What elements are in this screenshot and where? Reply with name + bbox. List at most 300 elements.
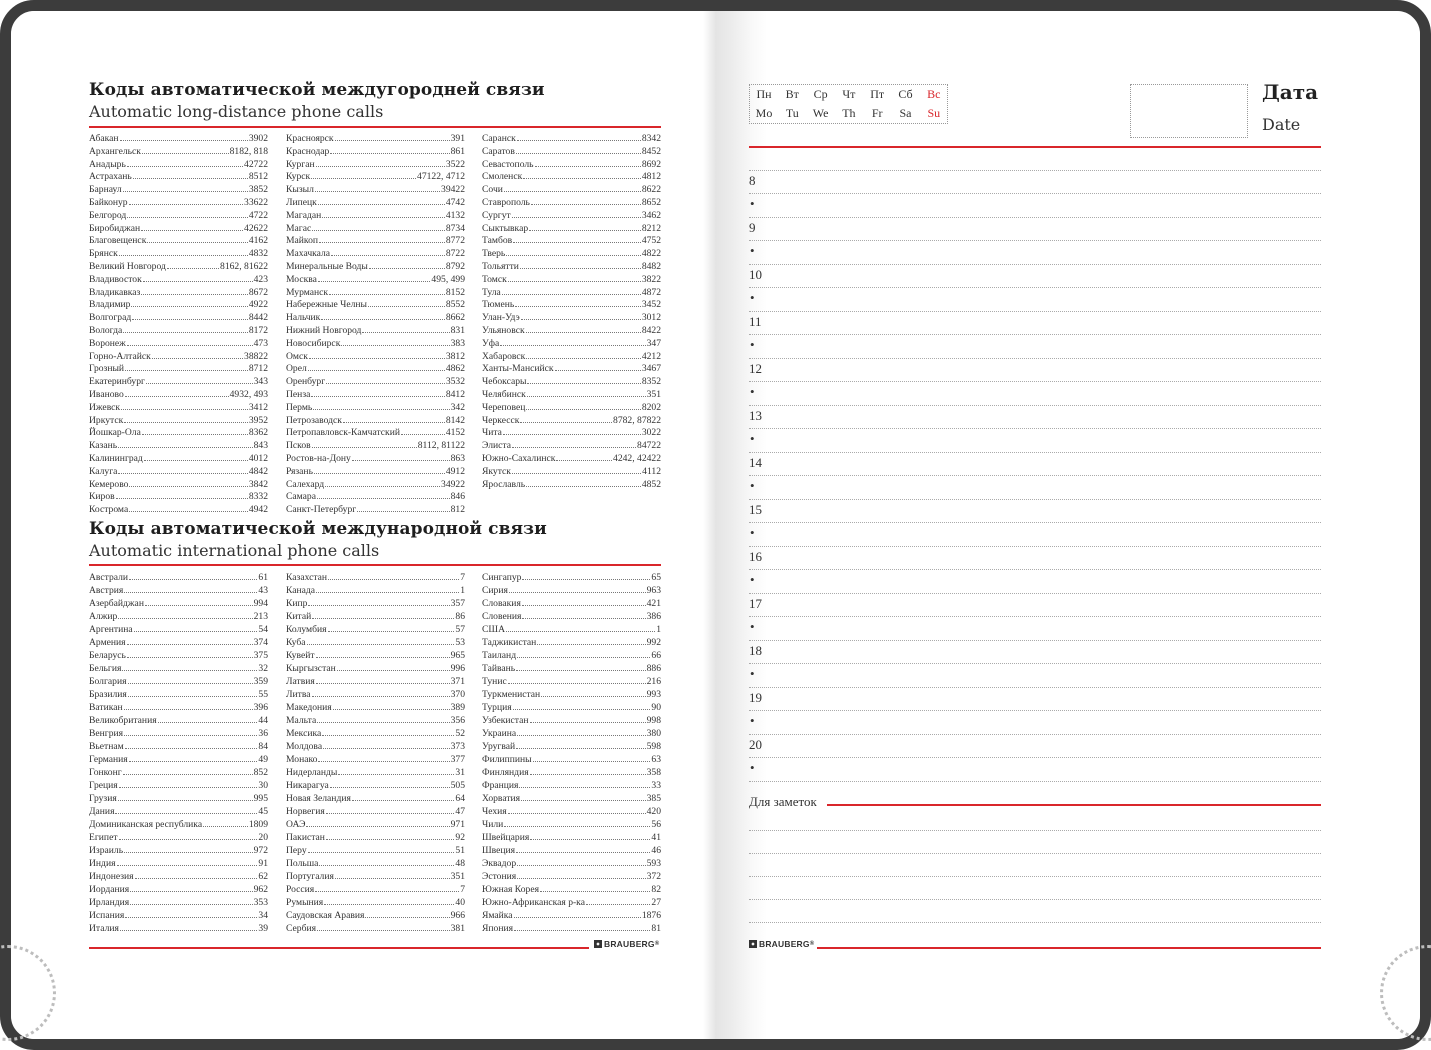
code-row: [89, 223, 268, 236]
location-name: Туркменистан: [482, 689, 541, 700]
bullet-point: •: [750, 243, 755, 258]
location-name: Греция: [89, 780, 118, 791]
location-name: Пермь: [286, 401, 313, 413]
dial-code: 39: [258, 923, 268, 934]
weekday-en-3[interactable]: We: [812, 106, 829, 120]
dial-code: 962: [253, 884, 268, 895]
weekday-ru-4[interactable]: Чт: [842, 87, 856, 101]
dot-leader: [326, 813, 455, 814]
schedule-line[interactable]: [749, 381, 1321, 382]
dot-leader: [520, 268, 641, 269]
schedule-line[interactable]: [749, 428, 1321, 429]
code-row: [286, 479, 465, 492]
weekday-ru-5[interactable]: Пт: [870, 87, 885, 101]
code-row: [482, 146, 661, 159]
schedule-line[interactable]: [749, 757, 1321, 758]
code-row: [89, 689, 268, 702]
dial-code: 8422: [641, 324, 661, 336]
schedule-line[interactable]: [749, 240, 1321, 241]
dial-code: 8552: [445, 299, 465, 311]
location-name: Колумбия: [286, 624, 327, 635]
right-footer-rule: [817, 947, 1321, 949]
schedule-line[interactable]: [749, 569, 1321, 570]
weekday-ru-3[interactable]: Ср: [813, 87, 828, 101]
dial-code: 380: [646, 728, 661, 739]
dot-leader: [530, 722, 646, 723]
code-row: [89, 287, 268, 300]
dial-code: 996: [450, 663, 465, 674]
location-name: Никарагуа: [286, 780, 329, 791]
dot-leader: [306, 826, 449, 827]
dot-leader: [517, 657, 650, 658]
location-name: Эстония: [482, 871, 517, 882]
notebook-spine: [703, 11, 767, 1039]
location-name: Филиппины: [482, 754, 532, 765]
dial-code: 342: [450, 401, 465, 413]
dot-leader: [125, 748, 258, 749]
dial-code: 3812: [445, 350, 465, 362]
location-name: Владимир: [89, 299, 131, 311]
schedule-line[interactable]: [749, 593, 1321, 594]
code-row: [89, 767, 268, 780]
location-name: Красноярск: [286, 133, 334, 144]
dot-leader: [318, 204, 445, 205]
dot-leader: [124, 735, 257, 736]
code-row: [286, 504, 465, 517]
notes-line[interactable]: [749, 853, 1321, 854]
bullet-point: •: [750, 666, 755, 681]
dial-code: 66: [651, 650, 661, 661]
dot-leader: [122, 670, 257, 671]
dot-leader: [144, 460, 248, 461]
dial-code: 63: [651, 754, 661, 765]
location-name: Благовещенск: [89, 235, 147, 247]
dot-leader: [529, 230, 641, 231]
code-row: [89, 637, 268, 650]
domestic-codes-column-2: [286, 133, 465, 517]
code-row: [89, 210, 268, 223]
brand-name: BRAUBERG: [759, 939, 810, 949]
schedule-line[interactable]: [749, 452, 1321, 453]
code-row: [89, 663, 268, 676]
code-row: [89, 611, 268, 624]
weekday-ru-6[interactable]: Сб: [898, 87, 913, 101]
location-name: Аргентина: [89, 624, 133, 635]
schedule-line[interactable]: [749, 522, 1321, 523]
location-name: Барнаул: [89, 184, 122, 196]
dial-code: 45: [258, 806, 268, 817]
dial-code: 383: [450, 337, 465, 349]
code-row: [286, 832, 465, 845]
dial-code: 1: [460, 585, 465, 596]
dot-leader: [365, 917, 449, 918]
dot-leader: [530, 839, 650, 840]
dial-code: 4242, 42422: [613, 452, 661, 464]
dot-leader: [307, 644, 455, 645]
dial-code: 81: [651, 923, 661, 934]
schedule-line[interactable]: [749, 334, 1321, 335]
dot-leader: [526, 332, 641, 333]
schedule-line[interactable]: [749, 734, 1321, 735]
dial-code: 57: [455, 624, 465, 635]
code-row: [482, 466, 661, 479]
dot-leader: [316, 657, 450, 658]
dot-leader: [362, 332, 449, 333]
location-name: Ханты-Мансийск: [482, 363, 554, 375]
location-name: Минеральные Воды: [286, 260, 368, 272]
location-name: Рязань: [286, 465, 313, 477]
dot-leader: [133, 178, 248, 179]
location-name: Южно-Сахалинск: [482, 452, 556, 464]
dial-code: 4842: [248, 465, 268, 477]
code-row: [482, 235, 661, 248]
dial-code: 863: [450, 452, 465, 464]
bullet-point: •: [750, 478, 755, 493]
bullet-point: •: [750, 619, 755, 634]
schedule-line[interactable]: [749, 663, 1321, 664]
dial-code: 846: [450, 491, 465, 503]
dot-leader: [535, 166, 641, 167]
code-row: [286, 299, 465, 312]
code-row: [482, 184, 661, 197]
dot-leader: [142, 153, 229, 154]
dial-code: 51: [455, 845, 465, 856]
schedule-line[interactable]: [749, 499, 1321, 500]
dot-leader: [119, 787, 258, 788]
dial-code: 4872: [641, 286, 661, 298]
dial-code: 372: [646, 871, 661, 882]
international-codes-column-2: [286, 572, 465, 936]
dial-code: 65: [651, 572, 661, 583]
dial-code: 1809: [248, 819, 268, 830]
location-name: Оренбург: [286, 376, 326, 388]
notes-line[interactable]: [749, 899, 1321, 900]
code-row: [89, 146, 268, 159]
schedule-line[interactable]: [749, 358, 1321, 359]
code-row: [286, 845, 465, 858]
dial-code: 852: [253, 767, 268, 778]
location-name: Грузия: [89, 793, 117, 804]
dot-leader: [512, 217, 641, 218]
dot-leader: [330, 787, 450, 788]
dot-leader: [127, 217, 248, 218]
brand-registered-mark: ®: [809, 941, 815, 947]
dial-code: 473: [253, 337, 268, 349]
code-row: [286, 728, 465, 741]
location-name: Москва: [286, 273, 317, 285]
dial-code: 374: [253, 637, 268, 648]
code-row: [286, 741, 465, 754]
code-row: [89, 504, 268, 517]
weekday-ru-2[interactable]: Вт: [785, 87, 799, 101]
code-row: [286, 210, 465, 223]
dot-leader: [521, 800, 646, 801]
dial-code: 861: [450, 145, 465, 157]
schedule-line[interactable]: [749, 781, 1321, 782]
location-name: Кызыл: [286, 184, 314, 196]
dial-code: 371: [450, 676, 465, 687]
code-row: [286, 171, 465, 184]
dial-code: 421: [646, 598, 661, 609]
schedule-line[interactable]: [749, 264, 1321, 265]
weekday-en-7[interactable]: Su: [927, 106, 941, 120]
dot-leader: [125, 396, 229, 397]
location-name: Пакистан: [286, 832, 325, 843]
dial-code: 998: [646, 715, 661, 726]
dial-code: 963: [646, 585, 661, 596]
location-name: Воронеж: [89, 337, 126, 349]
code-row: [286, 572, 465, 585]
dial-code: 843: [253, 440, 268, 452]
dial-code: 992: [646, 637, 661, 648]
location-name: Франция: [482, 780, 519, 791]
dot-leader: [124, 592, 257, 593]
dot-leader: [335, 140, 450, 141]
location-name: Саранск: [482, 133, 516, 144]
dot-leader: [308, 370, 445, 371]
dot-leader: [316, 683, 450, 684]
dial-code: 4162: [248, 235, 268, 247]
code-row: [482, 223, 661, 236]
international-title-rule: [89, 564, 661, 566]
location-name: Ульяновск: [482, 324, 525, 336]
schedule-line[interactable]: [749, 616, 1321, 617]
code-row: [89, 427, 268, 440]
location-name: Польша: [286, 858, 319, 869]
dial-code: 33622: [244, 196, 268, 208]
weekday-ru-7[interactable]: Вс: [927, 87, 941, 101]
code-row: [286, 884, 465, 897]
code-row: [89, 440, 268, 453]
dot-leader: [513, 242, 641, 243]
bullet-point: •: [750, 431, 755, 446]
dot-leader: [506, 255, 641, 256]
dial-code: 8352: [641, 376, 661, 388]
location-name: Ирландия: [89, 897, 130, 908]
code-row: [286, 440, 465, 453]
code-row: [89, 871, 268, 884]
code-row: [482, 897, 661, 910]
code-row: [89, 702, 268, 715]
dot-leader: [352, 800, 455, 801]
dot-leader: [509, 592, 646, 593]
location-name: Саудовская Аравия: [286, 910, 365, 921]
dot-leader: [312, 618, 454, 619]
dot-leader: [123, 332, 248, 333]
schedule-line[interactable]: [749, 710, 1321, 711]
dot-leader: [514, 930, 650, 931]
dot-leader: [514, 917, 641, 918]
location-name: Астрахань: [89, 171, 132, 183]
location-name: Курган: [286, 158, 315, 170]
dial-code: 54: [258, 624, 268, 635]
code-row: [286, 923, 465, 936]
schedule-line[interactable]: [749, 193, 1321, 194]
dot-leader: [517, 865, 645, 866]
notes-line[interactable]: [749, 830, 1321, 831]
location-name: Испания: [89, 910, 125, 921]
international-codes-subtitle: Automatic international phone calls: [89, 541, 380, 560]
location-name: Вьетнам: [89, 741, 124, 752]
code-row: [89, 741, 268, 754]
code-row: [482, 767, 661, 780]
international-codes-title: Коды автоматической международной связи: [89, 519, 547, 539]
dial-code: 8792: [445, 260, 465, 272]
dot-leader: [311, 396, 444, 397]
dot-leader: [527, 383, 640, 384]
bullet-point: •: [750, 713, 755, 728]
dot-leader: [503, 434, 641, 435]
bullet-point: •: [750, 525, 755, 540]
dial-code: 7: [460, 884, 465, 895]
location-name: Дания: [89, 806, 115, 817]
dial-code: 8782, 87822: [613, 414, 661, 426]
dot-leader: [318, 281, 431, 282]
location-name: Ставрополь: [482, 196, 530, 208]
dial-code: 358: [646, 767, 661, 778]
dial-code: 4912: [445, 465, 465, 477]
code-row: [286, 871, 465, 884]
dot-leader: [333, 709, 450, 710]
dial-code: 386: [646, 611, 661, 622]
location-name: Тюмень: [482, 299, 515, 311]
weekday-en-1[interactable]: Mo: [755, 106, 773, 120]
brand-mark-icon: [749, 940, 757, 948]
brand-logo-right: [749, 939, 814, 949]
weekday-en-5[interactable]: Fr: [871, 106, 883, 120]
dial-code: 64: [455, 793, 465, 804]
dial-code: 46: [651, 845, 661, 856]
dial-code: 33: [651, 780, 661, 791]
location-name: Венгрия: [89, 728, 124, 739]
dial-code: 3022: [641, 427, 661, 439]
schedule-line[interactable]: [749, 640, 1321, 641]
schedule-line[interactable]: [749, 546, 1321, 547]
schedule-line[interactable]: [749, 405, 1321, 406]
dial-code: 4922: [248, 299, 268, 311]
dot-leader: [141, 294, 247, 295]
location-name: Австрали: [89, 572, 129, 583]
weekday-en-6[interactable]: Sa: [899, 106, 912, 120]
code-row: [89, 274, 268, 287]
dial-code: 3522: [445, 158, 465, 170]
dial-code: 38822: [244, 350, 268, 362]
date-field[interactable]: [1130, 84, 1248, 138]
dial-code: 3902: [248, 133, 268, 144]
dot-leader: [512, 447, 636, 448]
code-row: [286, 133, 465, 146]
hour-label: 20: [749, 737, 762, 752]
location-name: Таджикистан: [482, 637, 537, 648]
location-name: Армения: [89, 637, 126, 648]
code-row: [482, 728, 661, 741]
dial-code: 886: [646, 663, 661, 674]
dot-leader: [123, 191, 248, 192]
dial-code: 4852: [641, 478, 661, 490]
code-row: [89, 884, 268, 897]
dial-code: 391: [450, 133, 465, 144]
location-name: Канада: [286, 585, 316, 596]
schedule-line[interactable]: [749, 687, 1321, 688]
dot-leader: [123, 774, 253, 775]
schedule-line[interactable]: [749, 311, 1321, 312]
location-name: Индия: [89, 858, 116, 869]
dial-code: 420: [646, 806, 661, 817]
code-row: [89, 312, 268, 325]
dial-code: 8112, 81122: [417, 440, 465, 452]
code-row: [89, 376, 268, 389]
code-row: [286, 363, 465, 376]
code-row: [89, 197, 268, 210]
dial-code: 86: [455, 611, 465, 622]
dot-leader: [152, 358, 243, 359]
dial-code: 47: [455, 806, 465, 817]
location-name: Владикавказ: [89, 286, 141, 298]
dot-leader: [316, 592, 459, 593]
weekday-ru-1[interactable]: Пн: [756, 87, 772, 101]
schedule-line[interactable]: [749, 217, 1321, 218]
code-row: [286, 235, 465, 248]
code-row: [286, 197, 465, 210]
notes-line[interactable]: [749, 876, 1321, 877]
location-name: Египет: [89, 832, 118, 843]
notes-line[interactable]: [749, 922, 1321, 923]
code-row: [89, 910, 268, 923]
location-name: Иркутск: [89, 414, 124, 426]
domestic-codes-subtitle: Automatic long-distance phone calls: [89, 102, 384, 121]
dot-leader: [127, 644, 253, 645]
dial-code: 4012: [248, 452, 268, 464]
code-row: [286, 624, 465, 637]
dot-leader: [335, 878, 450, 879]
code-row: [482, 197, 661, 210]
weekday-en-2[interactable]: Tu: [785, 106, 799, 120]
location-name: Челябинск: [482, 388, 526, 400]
location-name: Мальта: [286, 715, 317, 726]
dot-leader: [125, 370, 248, 371]
dial-code: 56: [651, 819, 661, 830]
dial-code: 4942: [248, 504, 268, 516]
schedule-line[interactable]: [749, 170, 1321, 171]
location-name: Сургут: [482, 209, 511, 221]
location-name: Южно-Африканская р-ка: [482, 897, 585, 908]
dial-code: 505: [450, 780, 465, 791]
schedule-line[interactable]: [749, 475, 1321, 476]
dial-code: 8412: [445, 388, 465, 400]
dot-leader: [317, 930, 450, 931]
location-name: Томск: [482, 273, 507, 285]
dial-code: 995: [253, 793, 268, 804]
code-row: [482, 440, 661, 453]
location-name: Набережные Челны: [286, 299, 367, 311]
dot-leader: [130, 904, 252, 905]
dial-code: 4742: [445, 196, 465, 208]
code-row: [482, 910, 661, 923]
code-row: [89, 585, 268, 598]
location-name: Биробиджан: [89, 222, 141, 234]
weekday-en-4[interactable]: Th: [842, 106, 856, 120]
dial-code: 30: [258, 780, 268, 791]
location-name: Кувейт: [286, 650, 315, 661]
code-row: [482, 325, 661, 338]
dial-code: 36: [258, 728, 268, 739]
dot-leader: [312, 230, 445, 231]
code-row: [482, 133, 661, 146]
dot-leader: [526, 409, 640, 410]
dial-code: 4832: [248, 248, 268, 260]
schedule-line[interactable]: [749, 287, 1321, 288]
code-row: [286, 611, 465, 624]
